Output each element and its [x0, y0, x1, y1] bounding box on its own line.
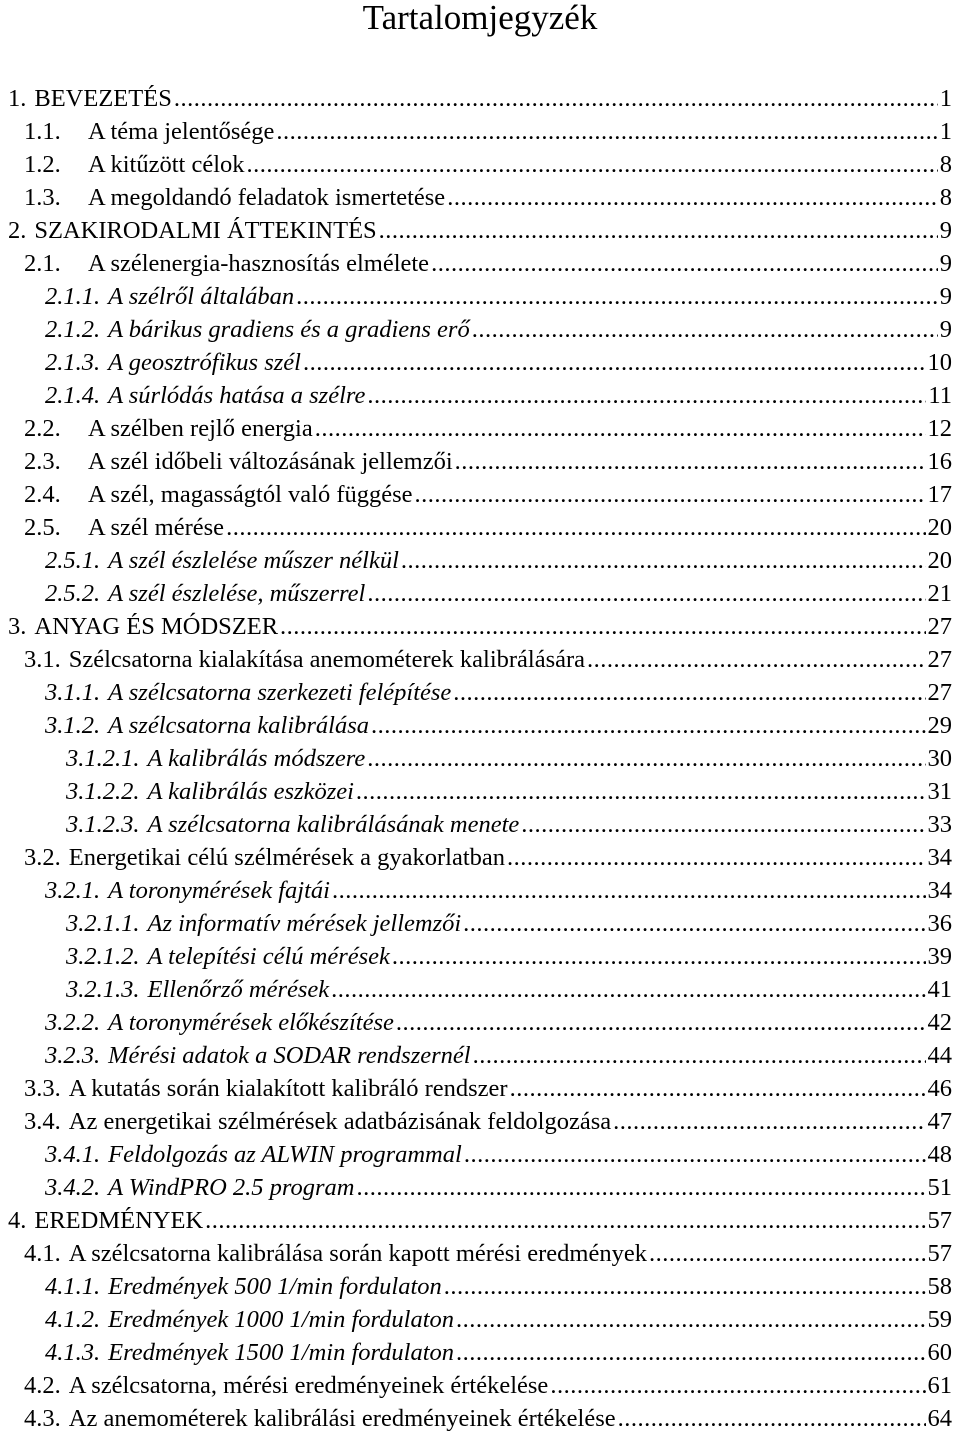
toc-entry-page: 30: [927, 745, 952, 772]
dot-leader: [205, 1204, 925, 1237]
dot-leader: [472, 313, 938, 346]
toc-entry[interactable]: [45, 1336, 952, 1369]
toc-entry-number: 1.1.: [24, 118, 61, 145]
dot-leader: [507, 841, 925, 874]
toc-entry-page: 48: [927, 1141, 952, 1168]
toc-entry-title: A szél észlelése, műszerrel: [108, 580, 366, 607]
toc-entry-number: 2.: [8, 217, 27, 244]
toc-entry[interactable]: [24, 148, 952, 181]
toc-entry-title: A kalibrálás eszközei: [147, 778, 354, 805]
toc-entry[interactable]: [24, 247, 952, 280]
dot-leader: [356, 775, 926, 808]
toc-entry-page: 44: [927, 1042, 952, 1069]
dot-leader: [456, 1303, 925, 1336]
toc-entry-page: 59: [927, 1306, 952, 1333]
toc-entry-page: 61: [927, 1372, 952, 1399]
dot-leader: [521, 808, 925, 841]
toc-entry-number: 3.2.2.: [45, 1009, 101, 1036]
dot-leader: [550, 1369, 925, 1402]
toc-entry-number: 2.1.1.: [45, 283, 101, 310]
toc-entry[interactable]: [24, 115, 952, 148]
toc-entry-title: A szélcsatorna szerkezeti felépítése: [108, 679, 452, 706]
toc-entry-title: Ellenőrző mérések: [147, 976, 330, 1003]
toc-entry-title: Az energetikai szélmérések adatbázisának feldolgozása: [68, 1108, 612, 1135]
toc-entry-title: A szélenergia-hasznosítás elmélete: [88, 250, 430, 277]
toc-entry-number: 1.2.: [24, 151, 61, 178]
toc-entry-number: 2.1.4.: [45, 382, 101, 409]
toc-entry-number: 3.3.: [24, 1075, 61, 1102]
toc-entry[interactable]: [24, 841, 952, 874]
toc-entry-number: 2.2.: [24, 415, 61, 442]
toc-entry-number: 3.1.2.3.: [66, 811, 140, 838]
toc-entry-page: 57: [927, 1240, 952, 1267]
toc-entry-number: 4.1.3.: [45, 1339, 101, 1366]
toc-entry-page: 29: [927, 712, 952, 739]
toc-entry-number: 2.1.3.: [45, 349, 101, 376]
toc-entry-title: SZAKIRODALMI ÁTTEKINTÉS: [34, 217, 377, 244]
toc-entry-number: 3.4.2.: [45, 1174, 101, 1201]
toc-entry[interactable]: [66, 808, 952, 841]
dot-leader: [226, 511, 925, 544]
toc-entry-page: 10: [927, 349, 952, 376]
dot-leader: [473, 1039, 926, 1072]
toc-entry-number: 3.1.1.: [45, 679, 101, 706]
toc-entry-number: 3.1.2.2.: [66, 778, 140, 805]
dot-leader: [444, 1270, 926, 1303]
toc-entry-title: A szélcsatorna kalibrálása során kapott mérési eredmények: [68, 1240, 647, 1267]
toc-entry-number: 4.: [8, 1207, 27, 1234]
toc-entry-page: 1: [939, 118, 952, 145]
toc-entry-page: 34: [927, 877, 952, 904]
toc-entry-number: 4.1.1.: [45, 1273, 101, 1300]
toc-entry-page: 46: [927, 1075, 952, 1102]
toc-entry-page: 33: [927, 811, 952, 838]
toc-entry[interactable]: [45, 1270, 952, 1303]
toc-entry-title: A telepítési célú mérések: [147, 943, 390, 970]
toc-entry-page: 12: [927, 415, 952, 442]
toc-entry[interactable]: [24, 478, 952, 511]
toc-entry-title: A szélcsatorna kalibrálásának menete: [147, 811, 520, 838]
toc-entry-number: 2.5.1.: [45, 547, 101, 574]
toc-entry[interactable]: [24, 511, 952, 544]
toc-entry-number: 3.1.2.: [45, 712, 101, 739]
dot-leader: [247, 148, 938, 181]
toc-entry[interactable]: [45, 379, 952, 412]
toc-entry-title: A szélcsatorna, mérési eredményeinek értékelése: [68, 1372, 549, 1399]
toc-entry-page: 47: [927, 1108, 952, 1135]
toc-entry-title: Az informatív mérések jellemzői: [147, 910, 462, 937]
dot-leader: [464, 1138, 926, 1171]
toc-entry[interactable]: [24, 1237, 952, 1270]
toc-entry[interactable]: [45, 1303, 952, 1336]
toc-entry[interactable]: [45, 874, 952, 907]
toc-entry-title: A szélcsatorna kalibrálása: [108, 712, 370, 739]
toc-entry[interactable]: [45, 280, 952, 313]
toc-entry-number: 3.2.1.1.: [66, 910, 140, 937]
toc-entry-page: 31: [927, 778, 952, 805]
toc-entry[interactable]: [66, 940, 952, 973]
toc-entry[interactable]: [66, 742, 952, 775]
toc-entry[interactable]: [8, 1204, 952, 1237]
toc-entry-page: 20: [927, 547, 952, 574]
toc-entry-number: 2.4.: [24, 481, 61, 508]
toc-entry[interactable]: [45, 1006, 952, 1039]
toc-entry[interactable]: [66, 973, 952, 1006]
toc-entry[interactable]: [24, 181, 952, 214]
toc-entry-title: A szél mérése: [88, 514, 225, 541]
toc-entry-page: 36: [927, 910, 952, 937]
dot-leader: [587, 643, 925, 676]
toc-entry-title: A szél észlelése műszer nélkül: [108, 547, 399, 574]
toc-entry[interactable]: [24, 412, 952, 445]
toc-entry-title: A bárikus gradiens és a gradiens erő: [108, 316, 470, 343]
toc-entry-page: 9: [939, 250, 952, 277]
toc-entry[interactable]: [45, 676, 952, 709]
toc-entry[interactable]: [8, 214, 952, 247]
toc-entry[interactable]: [24, 1072, 952, 1105]
dot-leader: [401, 544, 926, 577]
toc-entry-title: A kalibrálás módszere: [147, 745, 366, 772]
toc-entry-page: 20: [927, 514, 952, 541]
toc-entry[interactable]: [24, 1105, 952, 1138]
toc-entry[interactable]: [45, 1138, 952, 1171]
toc-entry[interactable]: [45, 544, 952, 577]
dot-leader: [371, 709, 925, 742]
toc-entry[interactable]: [8, 610, 952, 643]
toc-entry-number: 3.2.1.2.: [66, 943, 140, 970]
toc-entry-page: 11: [928, 382, 952, 409]
toc-entry[interactable]: [8, 82, 952, 115]
toc-entry-number: 3.1.: [24, 646, 61, 673]
toc-entry-page: 9: [939, 283, 952, 310]
toc-entry-title: A toronymérések fajtái: [108, 877, 330, 904]
dot-leader: [280, 610, 925, 643]
dot-leader: [276, 115, 937, 148]
toc-entry-page: 8: [939, 184, 952, 211]
dot-leader: [447, 181, 938, 214]
toc-entry-page: 9: [939, 217, 952, 244]
toc-entry[interactable]: [45, 313, 952, 346]
toc-entry-number: 2.1.2.: [45, 316, 101, 343]
toc-entry[interactable]: [66, 907, 952, 940]
toc-entry-page: 42: [927, 1009, 952, 1036]
toc-entry-title: Eredmények 1000 1/min fordulaton: [108, 1306, 455, 1333]
toc-entry-number: 3.2.3.: [45, 1042, 101, 1069]
toc-entry-number: 2.5.2.: [45, 580, 101, 607]
toc-entry-page: 21: [927, 580, 952, 607]
toc-entry-title: BEVEZETÉS: [34, 85, 172, 112]
dot-leader: [392, 940, 926, 973]
toc-entry[interactable]: [45, 709, 952, 742]
toc-entry-page: 58: [927, 1273, 952, 1300]
toc-entry-title: A szélről általában: [108, 283, 295, 310]
toc-entry-title: A súrlódás hatása a szélre: [108, 382, 366, 409]
toc-entry-page: 9: [939, 316, 952, 343]
toc-entry-number: 2.1.: [24, 250, 61, 277]
toc-entry-title: A WindPRO 2.5 program: [108, 1174, 355, 1201]
toc-entry-title: A téma jelentősége: [88, 118, 275, 145]
toc-entry[interactable]: [24, 1402, 952, 1435]
toc-entry-number: 3.: [8, 613, 27, 640]
toc-entry-number: 3.4.1.: [45, 1141, 101, 1168]
toc-entry-title: Feldolgozás az ALWIN programmal: [108, 1141, 462, 1168]
dot-leader: [367, 577, 925, 610]
dot-leader: [510, 1072, 926, 1105]
toc-entry-title: Eredmények 1500 1/min fordulaton: [108, 1339, 455, 1366]
toc-entry-number: 3.2.1.3.: [66, 976, 140, 1003]
toc-entry-number: 1.: [8, 85, 27, 112]
toc-entry-page: 34: [927, 844, 952, 871]
dot-leader: [367, 379, 926, 412]
toc-entry-page: 27: [927, 613, 952, 640]
dot-leader: [415, 478, 926, 511]
dot-leader: [332, 874, 926, 907]
toc-entry-title: A szél, magasságtól való függése: [88, 481, 413, 508]
toc-entry[interactable]: [24, 1369, 952, 1402]
toc-entry-title: ANYAG ÉS MÓDSZER: [34, 613, 279, 640]
toc-entry[interactable]: [45, 346, 952, 379]
dot-leader: [396, 1006, 926, 1039]
toc-entry-number: 4.1.: [24, 1240, 61, 1267]
dot-leader: [453, 676, 925, 709]
toc-entry-page: 16: [927, 448, 952, 475]
toc-entry-title: Eredmények 500 1/min fordulaton: [108, 1273, 442, 1300]
toc-entry-number: 4.2.: [24, 1372, 61, 1399]
toc-entry[interactable]: [45, 1171, 952, 1204]
toc-entry-page: 39: [927, 943, 952, 970]
toc-entry[interactable]: [24, 445, 952, 478]
dot-leader: [455, 445, 926, 478]
dot-leader: [303, 346, 926, 379]
toc-entry-title: A szél időbeli változásának jellemzői: [88, 448, 453, 475]
toc-entry[interactable]: [45, 1039, 952, 1072]
toc-entry-title: A kutatás során kialakított kalibráló rendszer: [68, 1075, 508, 1102]
dot-leader: [357, 1171, 926, 1204]
dot-leader: [174, 82, 938, 115]
toc-entry-page: 51: [927, 1174, 952, 1201]
dot-leader: [456, 1336, 925, 1369]
toc-entry-number: 3.2.1.: [45, 877, 101, 904]
dot-leader: [379, 214, 938, 247]
toc-entry-number: 1.3.: [24, 184, 61, 211]
toc-entry-title: Mérési adatok a SODAR rendszernél: [108, 1042, 471, 1069]
toc-entry-number: 3.4.: [24, 1108, 61, 1135]
toc-entry-page: 27: [927, 679, 952, 706]
toc-entry-number: 2.3.: [24, 448, 61, 475]
dot-leader: [315, 412, 926, 445]
dot-leader: [618, 1402, 926, 1435]
toc-entry-number: 3.2.: [24, 844, 61, 871]
dot-leader: [649, 1237, 926, 1270]
toc-entry-page: 64: [927, 1405, 952, 1432]
toc-entry[interactable]: [66, 775, 952, 808]
toc-entry-title: EREDMÉNYEK: [34, 1207, 204, 1234]
toc-entry-number: 3.1.2.1.: [66, 745, 140, 772]
toc-entry-title: A kitűzött célok: [88, 151, 245, 178]
toc-entry-title: A geosztrófikus szél: [108, 349, 301, 376]
dot-leader: [463, 907, 925, 940]
toc-entry-page: 57: [927, 1207, 952, 1234]
dot-leader: [331, 973, 925, 1006]
toc-entry-page: 41: [927, 976, 952, 1003]
toc-entry-title: A szélben rejlő energia: [88, 415, 313, 442]
dot-leader: [431, 247, 938, 280]
toc-entry-title: Energetikai célú szélmérések a gyakorlatban: [68, 844, 506, 871]
toc-entry-title: A megoldandó feladatok ismertetése: [88, 184, 446, 211]
toc-entry-title: Az anemométerek kalibrálási eredményeinek értékelése: [68, 1405, 616, 1432]
dot-leader: [296, 280, 938, 313]
toc-entry-page: 8: [939, 151, 952, 178]
toc-entry-page: 27: [927, 646, 952, 673]
toc-entry-page: 60: [927, 1339, 952, 1366]
dot-leader: [613, 1105, 925, 1138]
toc-entry-number: 2.5.: [24, 514, 61, 541]
toc-entry-number: 4.3.: [24, 1405, 61, 1432]
toc-entry-title: A toronymérések előkészítése: [108, 1009, 394, 1036]
toc-entry[interactable]: [24, 643, 952, 676]
toc-entry[interactable]: [45, 577, 952, 610]
page-title: Tartalomjegyzék: [362, 0, 598, 37]
toc-entry-page: 1: [939, 85, 952, 112]
toc-entry-number: 4.1.2.: [45, 1306, 101, 1333]
toc-entry-title: Szélcsatorna kialakítása anemométerek kalibrálására: [68, 646, 586, 673]
toc-entry-page: 17: [927, 481, 952, 508]
dot-leader: [367, 742, 925, 775]
